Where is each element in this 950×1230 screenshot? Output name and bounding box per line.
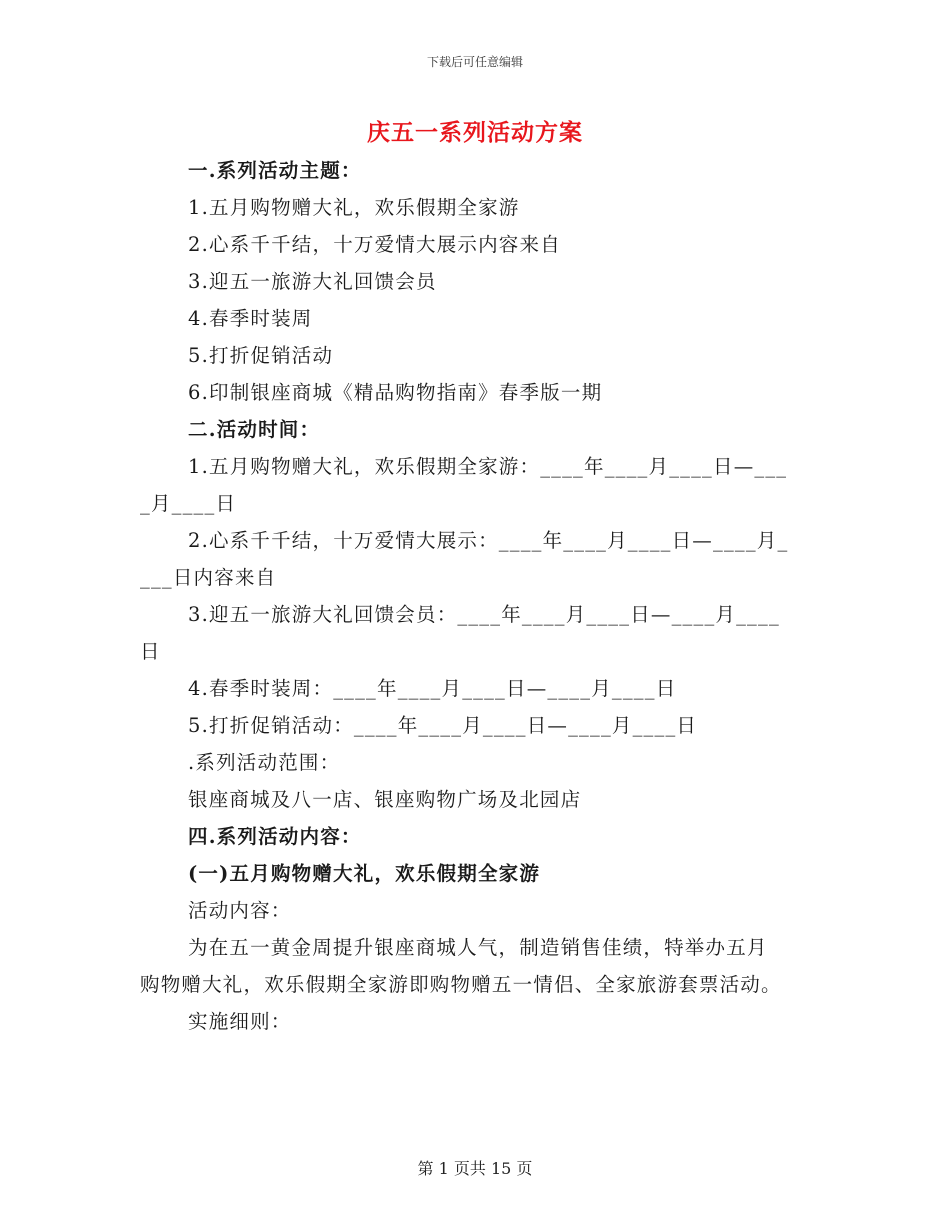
body-text-line: 6.印制银座商城《精品购物指南》春季版一期: [188, 381, 603, 404]
body-text-line: _月____日: [140, 492, 237, 515]
body-text-line: 为在五一黄金周提升银座商城人气，制造销售佳绩，特举办五月: [188, 936, 768, 959]
body-text-line: 1.五月购物赠大礼，欢乐假期全家游: [188, 196, 520, 219]
body-text-line: 3.迎五一旅游大礼回馈会员: [188, 270, 437, 293]
body-text-line: 购物赠大礼，欢乐假期全家游即购物赠五一情侣、全家旅游套票活动。: [140, 973, 782, 996]
body-text-line: 3.迎五一旅游大礼回馈会员：____年____月____日—____月____: [188, 603, 780, 626]
body-text-line: 2.心系千千结，十万爱情大展示内容来自: [188, 233, 561, 256]
body-text-line: 活动内容：: [188, 899, 292, 922]
body-text-line: 5.打折促销活动: [188, 344, 334, 367]
section-heading: 一.系列活动主题：: [188, 159, 362, 182]
body-text-line: .系列活动范围：: [188, 751, 341, 774]
body-text-line: 实施细则：: [188, 1010, 292, 1033]
body-text-line: 4.春季时装周：____年____月____日—____月____日: [188, 677, 677, 700]
section-heading: (一)五月购物赠大礼，欢乐假期全家游: [188, 862, 541, 885]
body-text-line: 5.打折促销活动：____年____月____日—____月____日: [188, 714, 698, 737]
body-text-line: 2.心系千千结，十万爱情大展示：____年____月____日—____月_: [188, 529, 789, 552]
body-text-line: 日: [140, 640, 161, 663]
body-text-line: 4.春季时装周: [188, 307, 313, 330]
section-heading: 二.活动时间：: [188, 418, 321, 441]
page-header-note: 下载后可任意编辑: [426, 55, 523, 69]
body-text-line: 银座商城及八一店、银座购物广场及北园店: [188, 788, 582, 811]
document-title: 庆五一系列活动方案: [367, 119, 583, 146]
body-text-line: 1.五月购物赠大礼，欢乐假期全家游：____年____月____日—___: [188, 455, 788, 478]
section-heading: 四.系列活动内容：: [188, 825, 362, 848]
body-text-line: ___日内容来自: [140, 566, 277, 589]
page-number: 第 1 页共 15 页: [417, 1159, 533, 1178]
document-body: [140, 152, 820, 1040]
